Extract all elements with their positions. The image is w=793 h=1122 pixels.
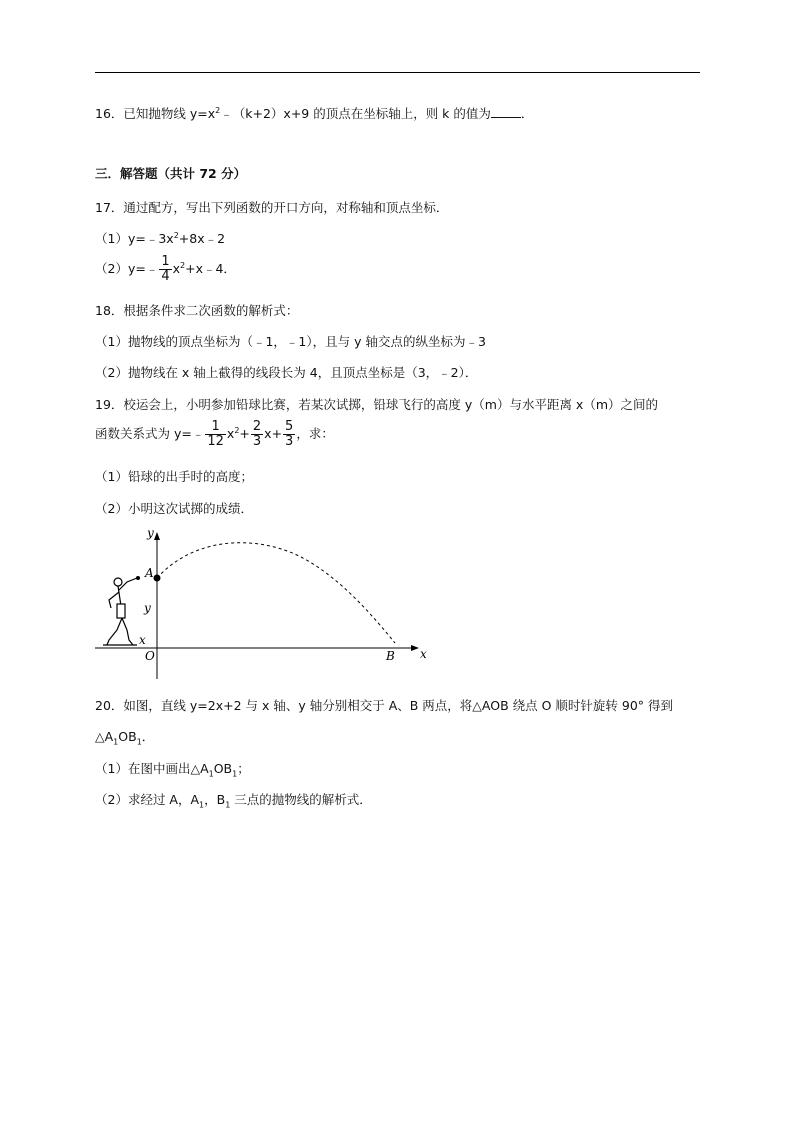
answer-blank	[491, 105, 521, 118]
q16-text-b: ﹣（k+2）x+9 的顶点在坐标轴上，则 k 的值为	[220, 106, 491, 121]
q17-p2-text-b: x	[172, 261, 181, 276]
q20-p1-text-b: OB	[213, 761, 233, 776]
q20-part-2	[95, 790, 372, 810]
q20-p1-subscript-b: 1	[232, 769, 238, 779]
q20-p2-subscript-a: 1	[199, 800, 205, 810]
q20-p2-text-b: ，B	[204, 792, 226, 807]
q19-formula-line	[95, 420, 334, 449]
q20-l2-text-c: ．	[141, 729, 155, 744]
y-axis-label: y	[147, 526, 154, 540]
height-label: y	[144, 601, 151, 615]
q16-number: 16．	[95, 106, 124, 121]
q20-line-2	[95, 727, 154, 747]
q20-p2-text-a: （2）求经过 A，A	[95, 792, 200, 807]
q20-l2-subscript-b: 1	[136, 737, 142, 747]
point-b-label: B	[386, 649, 395, 663]
q16-text-a: 已知抛物线 y=x	[123, 106, 216, 121]
question-18: 18．根据条件求二次函数的解析式：	[95, 303, 299, 318]
origin-label: O	[145, 649, 155, 663]
q17-p2-exponent: 2	[180, 260, 186, 270]
q17-p2-text-c: +x﹣4．	[185, 261, 236, 276]
point-a-marker	[154, 575, 161, 582]
fraction-two-thirds	[251, 420, 263, 449]
q20-l2-text-b: OB	[118, 729, 137, 744]
fraction-one-quarter	[159, 255, 171, 284]
q20-l2-subscript-a: 1	[113, 737, 119, 747]
fraction-denominator: 12	[207, 434, 224, 449]
q19-text-a: 函数关系式为 y=﹣	[95, 426, 205, 441]
thrower-figure	[103, 578, 137, 645]
q17-part-2	[95, 255, 236, 284]
q20-p1-text-c: ；	[237, 761, 250, 776]
q18-part-1: （1）抛物线的顶点坐标为（﹣1，﹣1），且与 y 轴交点的纵坐标为﹣3	[95, 334, 486, 349]
shot-put-figure	[93, 526, 425, 680]
x-axis-label: x	[420, 647, 427, 661]
fraction-denominator: 4	[161, 269, 170, 284]
question-19: 19．校运会上，小明参加铅球比赛，若某次试掷，铅球飞行的高度 y（m）与水平距离 x（m）之间的	[95, 397, 659, 412]
trajectory-curve	[157, 543, 395, 643]
q19-text-e: ，求：	[296, 426, 334, 441]
q20-p2-text-c: 三点的抛物线的解析式．	[230, 792, 372, 807]
q16-text-c: ．	[520, 106, 534, 121]
question-20: 20．如图，直线 y=2x+2 与 x 轴、y 轴分别相交于 A、B 两点，将△AOB 绕点 O 顺时针旋转 90° 得到	[95, 698, 674, 713]
fraction-denominator: 3	[252, 434, 262, 449]
section-heading: 三．解答题（共计 72 分）	[95, 166, 247, 181]
question-16	[95, 104, 533, 122]
fraction-one-twelfth	[205, 420, 226, 449]
q20-p1-text-a: （1）在图中画出△A	[95, 761, 209, 776]
q20-p1-subscript-a: 1	[208, 769, 214, 779]
fraction-numerator: 5	[285, 419, 294, 434]
q19-text-c: +	[239, 426, 250, 441]
fraction-numerator: 2	[252, 419, 262, 434]
q19-part-2: （2）小明这次试掷的成绩．	[95, 501, 253, 516]
header-rule	[95, 72, 700, 73]
q19-text-b: x	[226, 426, 235, 441]
q17-p1-exponent: 2	[173, 230, 179, 240]
q20-part-1	[95, 759, 250, 779]
fraction-denominator: 3	[285, 434, 294, 449]
q19-text-d: x+	[264, 426, 283, 441]
fraction-numerator: 1	[205, 420, 226, 435]
question-17: 17．通过配方，写出下列函数的开口方向，对称轴和顶点坐标．	[95, 200, 449, 215]
y-axis-arrow	[154, 532, 160, 540]
q19-exponent: 2	[234, 425, 240, 435]
distance-label: x	[139, 633, 146, 647]
q20-l2-text-a: △A	[95, 729, 114, 744]
x-axis-arrow	[411, 645, 419, 651]
shot-ball	[136, 576, 140, 580]
q17-p1-text-b: +8x﹣2	[178, 231, 226, 246]
fraction-numerator: 1	[161, 254, 170, 269]
fraction-five-thirds	[283, 420, 295, 449]
q17-part-1	[95, 229, 225, 247]
q20-p2-subscript-b: 1	[225, 800, 231, 810]
q17-p2-text-a: （2）y=﹣	[95, 261, 159, 276]
q17-p1-text-a: （1）y=﹣3x	[95, 231, 174, 246]
q16-exponent: 2	[215, 105, 221, 115]
point-a-label: A	[145, 566, 154, 580]
q18-part-2: （2）抛物线在 x 轴上截得的线段长为 4，且顶点坐标是（3，﹣2）．	[95, 365, 478, 380]
q19-part-1: （1）铅球的出手时的高度；	[95, 469, 253, 484]
